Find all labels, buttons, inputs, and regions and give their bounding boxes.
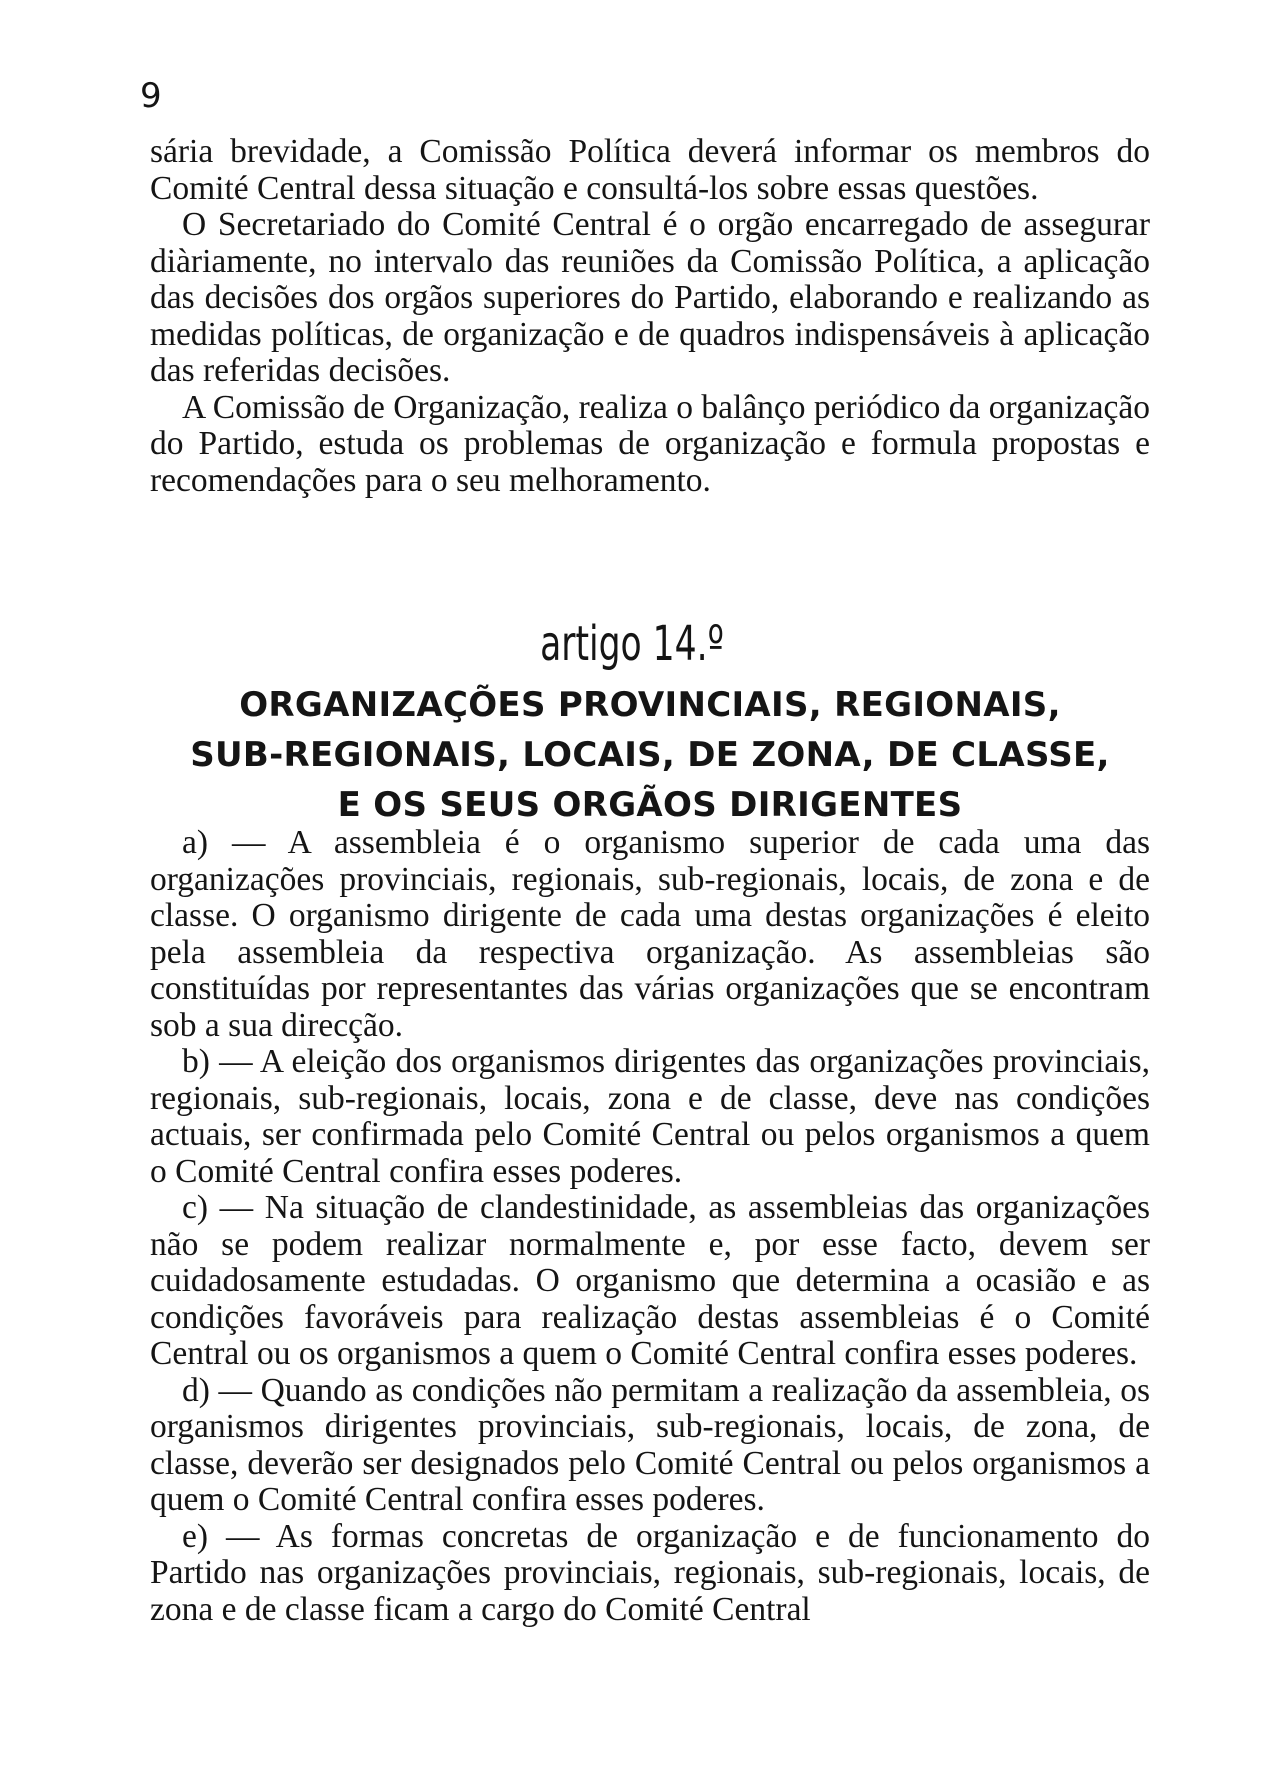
intro-paragraph: A Comissão de Organização, realiza o balânço periódico da organização do Partido, estuda os problemas de organização e formula propostas e recomendações para o seu melhoramento.	[150, 388, 1150, 499]
item-letter: a)	[182, 824, 209, 861]
article-item	[150, 1190, 1150, 1373]
item-text: — As formas concretas de organização e de funcionamento do Partido nas organizações provinciais, regionais, sub-regionais, locais, de zona e de classe ficam a cargo do Comité Central	[150, 1517, 1150, 1628]
section-title	[150, 680, 1150, 830]
section-title-line: SUB-REGIONAIS, LOCAIS, DE ZONA, DE CLASSE,	[190, 735, 1110, 775]
intro-paragraph: sária brevidade, a Comissão Política deverá informar os membros do Comité Central dessa situação e consultá-los sobre essas questões.	[150, 133, 1150, 207]
item-text: — A eleição dos organismos dirigentes das organizações provinciais, regionais, sub-regionais, locais, zona e de classe, deve nas condições actuais, ser confirmada pelo Comité Central ou pelos organismos a quem o Comité Central confira esses poderes.	[150, 1043, 1150, 1190]
article-heading: artigo 14.º	[540, 616, 724, 672]
item-letter: e)	[182, 1517, 209, 1555]
article-item	[150, 1044, 1150, 1190]
item-letter: c)	[182, 1189, 209, 1226]
item-letter: d)	[182, 1371, 210, 1409]
article-item	[150, 825, 1150, 1044]
intro-paragraph: O Secretariado do Comité Central é o orgão encarregado de assegurar diàriamente, no intervalo das reuniões da Comissão Política, a aplicação das decisões dos orgãos superiores do Partido, elaborando e realizando as medidas políticas, de organização e de quadros indispensáveis à aplicação das referidas decisões.	[150, 206, 1150, 389]
intro-text-block	[150, 134, 1150, 499]
page-number: 9	[140, 76, 162, 116]
article-item	[150, 1519, 1150, 1629]
item-text: — A assembleia é o organismo superior de cada uma das organizações provinciais, regionais, sub-regionais, locais, de zona e de classe. O organismo dirigente de cada uma destas organizações é eleito pela assembleia da respectiva organização. As assembleias são constituídas por representantes das várias organizações que se encontram sob a sua direcção.	[150, 824, 1150, 1044]
section-title-line: E OS SEUS ORGÃOS DIRIGENTES	[337, 785, 963, 825]
item-text: — Quando as condições não permitam a realização da assembleia, os organismos dirigentes provinciais, sub-regionais, locais, de zona, de classe, deverão ser designados pelo Comité Central ou pelos organismos a quem o Comité Central confira esses poderes.	[150, 1371, 1150, 1518]
article-item	[150, 1373, 1150, 1519]
item-text: — Na situação de clandestinidade, as assembleias das organizações não se podem realizar normalmente e, por esse facto, devem ser cuidadosamente estudadas. O organismo que determina a ocasião e as condições favoráveis para realização destas assembleias é o Comité Central ou os organismos a quem o Comité Central confira esses poderes.	[150, 1189, 1150, 1372]
article-items	[150, 825, 1150, 1628]
item-letter: b)	[182, 1043, 210, 1080]
section-title-line: ORGANIZAÇÕES PROVINCIAIS, REGIONAIS,	[239, 685, 1061, 725]
